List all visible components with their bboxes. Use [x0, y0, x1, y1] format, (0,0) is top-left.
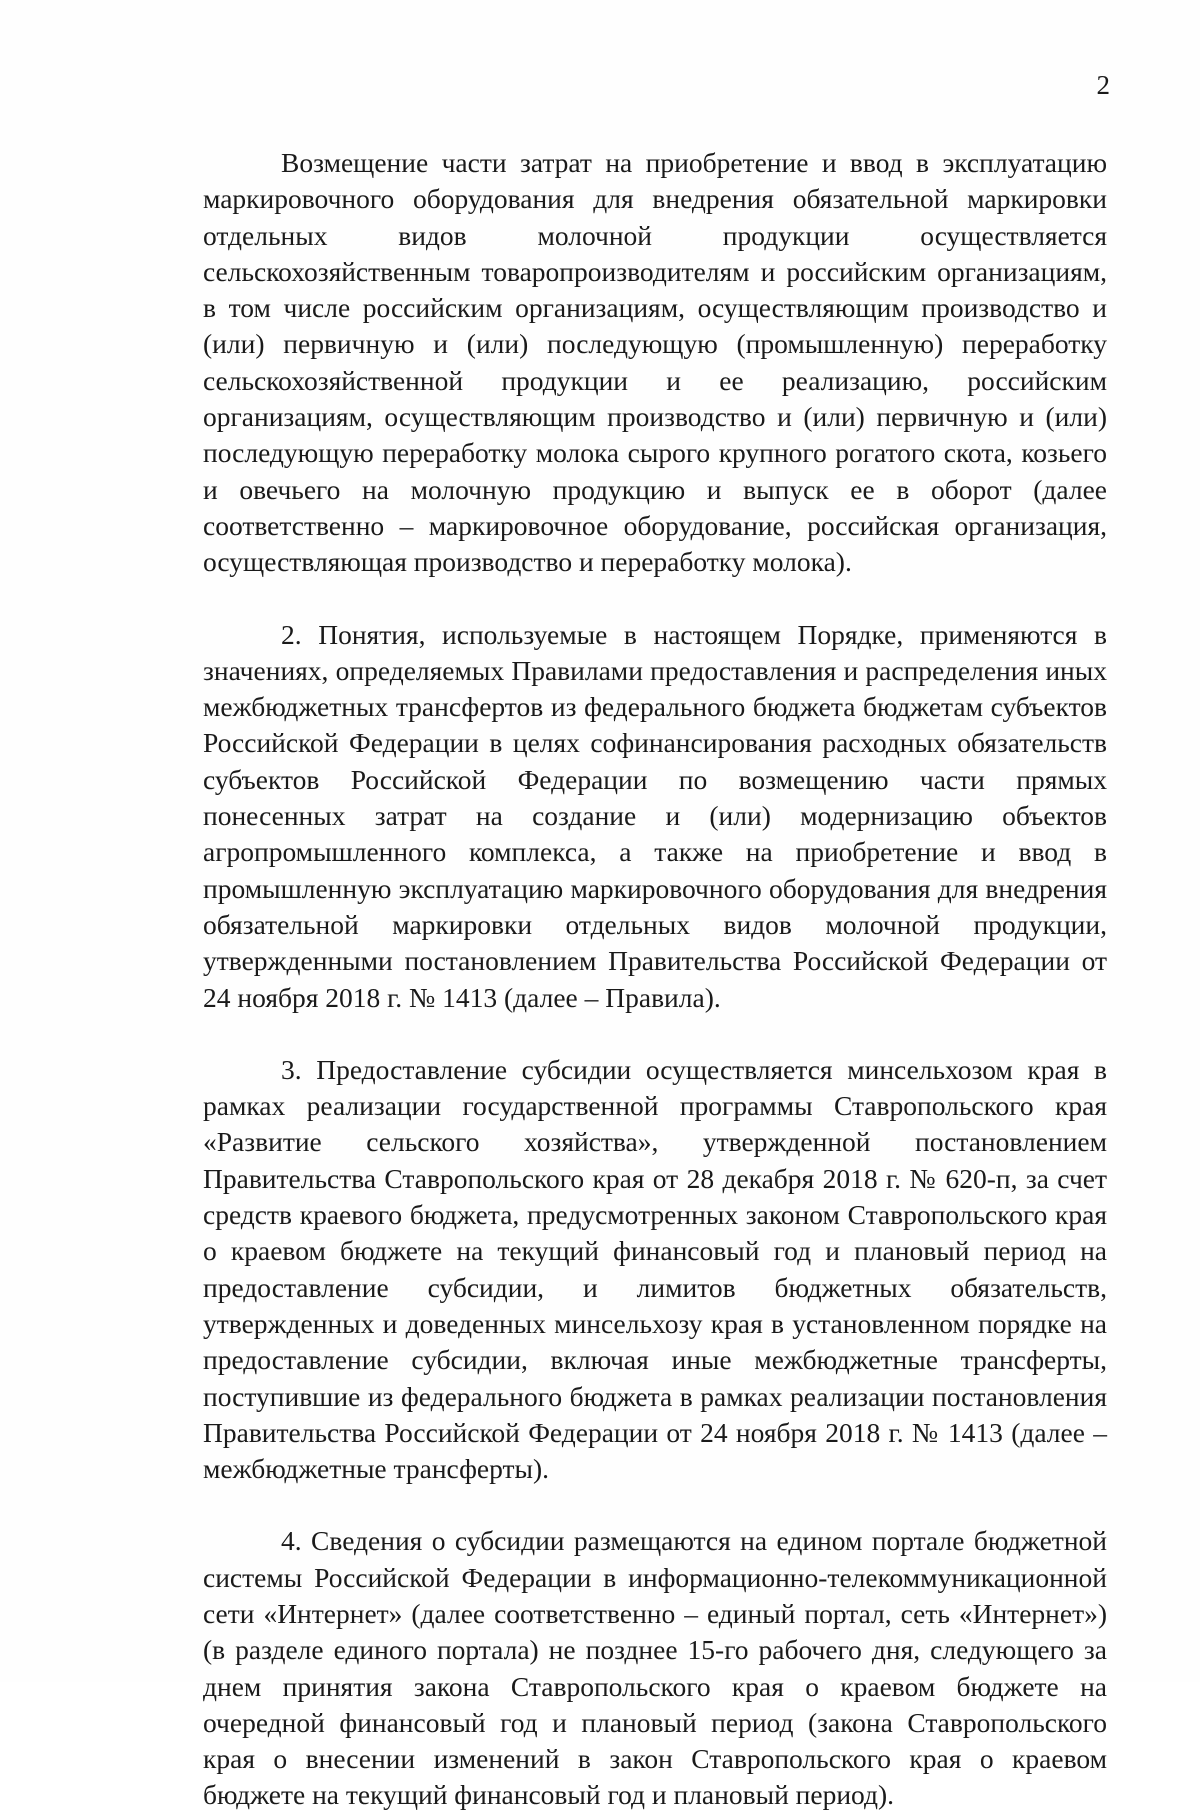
page-number: 2	[1096, 70, 1110, 100]
paragraph-2-definitions: 2. Понятия, используемые в настоящем Порядке, применяются в значениях, определяемых Правилами предоставления и распределения иных межбюджетных трансфертов из федерального бюджета бюджетам субъектов Российской Федерации в целях софинансирования расходных обязательств субъектов Российской Федерации по возмещению части прямых понесенных затрат на создание и (или) модернизацию объектов агропромышленного комплекса, а также на приобретение и ввод в промышленную эксплуатацию маркировочного оборудования для внедрения обязательной маркировки отдельных видов молочной продукции, утвержденными постановлением Правительства Российской Федерации от 24 ноября 2018 г. № 1413 (далее – Правила).	[203, 618, 1107, 1013]
document-body	[203, 145, 1107, 1814]
paragraph-4-subsidy-information: 4. Сведения о субсидии размещаются на едином портале бюджетной системы Российской Федерации в информационно-телекоммуникационной сети «Интернет» (далее соответственно – единый портал, сеть «Интернет») (в разделе единого портала) не позднее 15-го рабочего дня, следующего за днем принятия закона Ставропольского края о краевом бюджете на очередной финансовый год и плановый период (закона Ставропольского края о внесении изменений в закон Ставропольского края о краевом бюджете на текущий финансовый год и плановый период).	[203, 1525, 1107, 1811]
paragraph-reimbursement: Возмещение части затрат на приобретение и ввод в эксплуатацию маркировочного оборудования для внедрения обязательной маркировки отдельных видов молочной продукции осуществляется сельскохозяйственным товаропроизводителям и российским организациям, в том числе российским организациям, осуществляющим производство и (или) первичную и (или) последующую (промышленную) переработку сельскохозяйственной продукции и ее реализацию, российским организациям, осуществляющим производство и (или) первичную и (или) последующую переработку молока сырого крупного рогатого скота, козьего и овечьего на молочную продукцию и выпуск ее в оборот (далее соответственно – маркировочное оборудование, российская организация, осуществляющая производство и переработку молока).	[203, 147, 1107, 578]
paragraph-3-subsidy-provision: 3. Предоставление субсидии осуществляется минсельхозом края в рамках реализации государственной программы Ставропольского края «Развитие сельского хозяйства», утвержденной постановлением Правительства Ставропольского края от 28 декабря 2018 г. № 620-п, за счет средств краевого бюджета, предусмотренных законом Ставропольского края о краевом бюджете на текущий финансовый год и плановый период на предоставление субсидии, и лимитов бюджетных обязательств, утвержденных и доведенных минсельхозу края в установленном порядке на предоставление субсидии, включая иные межбюджетные трансферты, поступившие из федерального бюджета в рамках реализации постановления Правительства Российской Федерации от 24 ноября 2018 г. № 1413 (далее – межбюджетные трансферты).	[203, 1053, 1107, 1485]
